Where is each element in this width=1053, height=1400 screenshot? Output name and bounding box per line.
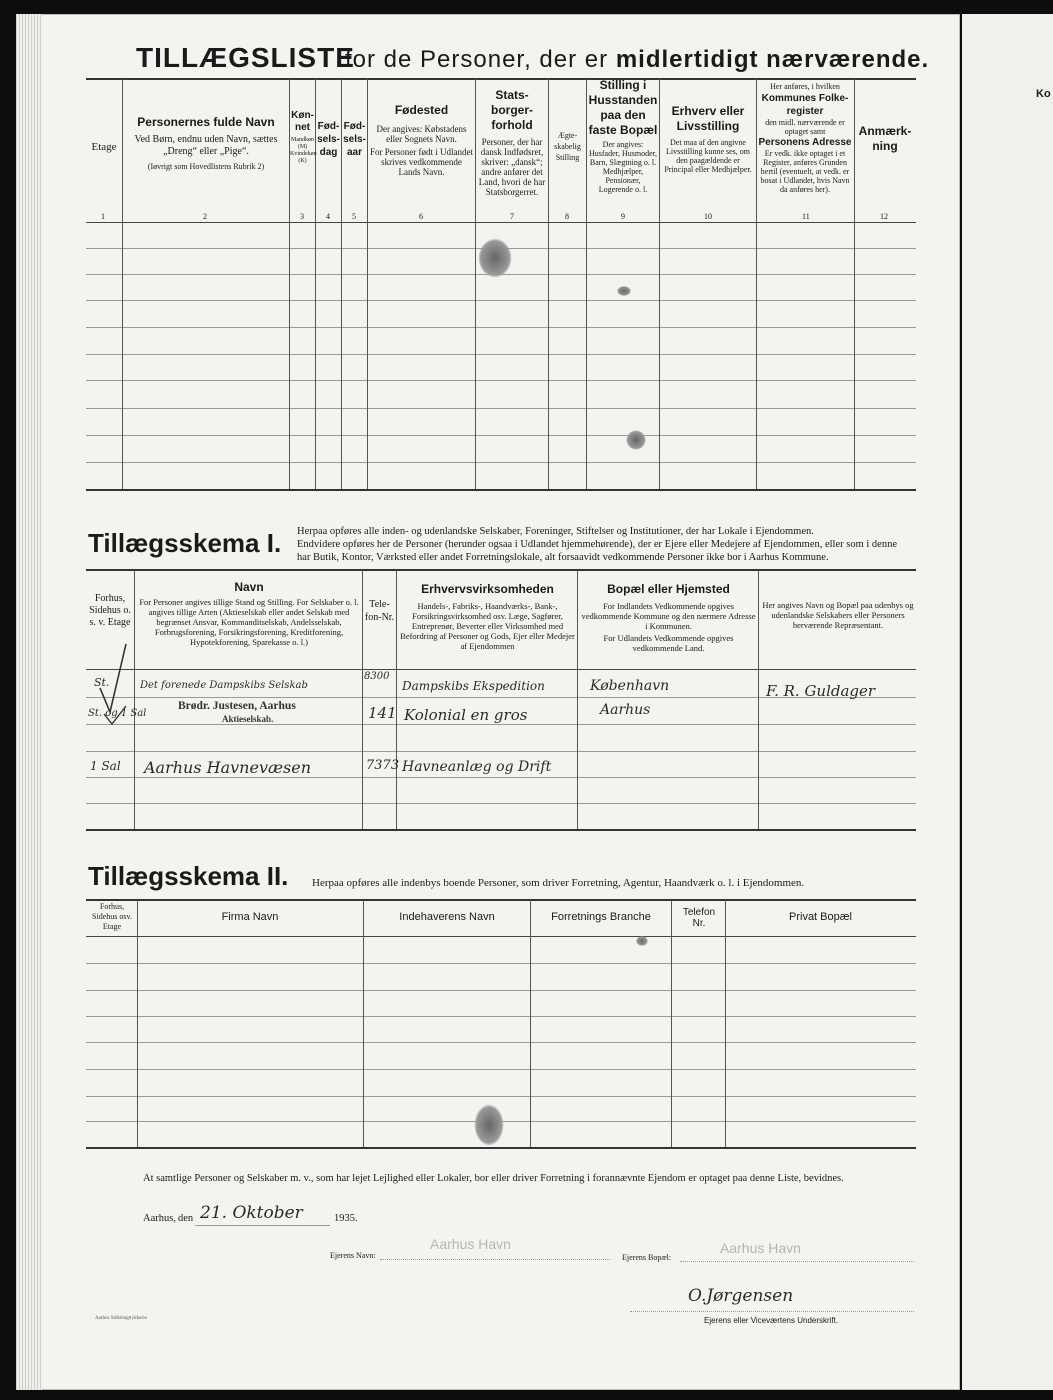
skema2-header-firma: Firma Navn xyxy=(221,911,279,923)
owner-address-stamp: Aarhus Havn xyxy=(720,1240,801,1256)
skema1-row1-erhverv: Dampskibs Ekspedition xyxy=(402,679,545,693)
table-bottom-border xyxy=(86,489,916,491)
check-mark xyxy=(102,704,138,728)
skema1-row1-bopael: København xyxy=(590,678,670,694)
col-divider xyxy=(475,79,476,489)
skema1-header-bottom xyxy=(86,669,916,670)
column-number: 12 xyxy=(880,212,888,221)
column-number: 4 xyxy=(326,212,330,221)
skema1-row3-etage: 1 Sal xyxy=(90,759,121,773)
signature-label: Ejerens eller Viceværtens Underskrift. xyxy=(704,1316,839,1325)
owner-address-label: Ejerens Bopæl: xyxy=(622,1253,672,1262)
facing-page xyxy=(962,14,1053,1390)
year: 1935. xyxy=(334,1213,358,1224)
skema2-top-border xyxy=(86,899,916,901)
main-title: TILLÆGSLISTE xyxy=(136,42,355,73)
header-remarks: Anmærk-ning xyxy=(858,124,912,153)
skema1-header-telefon: Tele-fon-Nr. xyxy=(364,599,395,623)
column-number: 7 xyxy=(510,212,514,221)
header-name: Personernes fulde Navn Ved Børn, endnu uden Navn, sættes „Dreng“ eller „Pige“. (Iøvrigt som Hovedlistens Rubrik 2) xyxy=(134,115,278,171)
col-divider xyxy=(363,900,364,1147)
skema2-bottom-border xyxy=(86,1147,916,1149)
col-divider xyxy=(671,900,672,1147)
skema2-header-branche: Forretnings Branche xyxy=(551,911,651,923)
signature-line xyxy=(630,1311,914,1312)
skema1-header-name: Navn For Personer angives tillige Stand og Stilling. For Selskaber o. l. angives tillige Arten (Aktieselskab eller andet Selskab med begrænset Ansvar, Kommanditselskab, Andelsselskab, Forbrugsforening, Forsikringsforening, Kreditforening, Hypotekforening, Sparekasse o. l.) xyxy=(139,580,359,647)
skema1-header-representative: Her angives Navn og Bopæl paa udenbys og udenlandske Selskabers eller Personers herværende Repræsentant. xyxy=(762,600,914,630)
skema1-row3-erhverv: Havneanlæg og Drift xyxy=(402,759,552,775)
skema1-row-line xyxy=(86,724,916,725)
owner-name-line xyxy=(380,1259,610,1260)
column-number: 10 xyxy=(704,212,712,221)
header-household: Stilling i Husstanden paa den faste Bopæl Der angives: Husfader, Husmoder, Barn, Slægtning o. l. Medhjælper, Pensionær, Logerende o. l. xyxy=(588,78,658,194)
ink-smudge xyxy=(617,286,631,296)
column-number: 2 xyxy=(203,212,207,221)
column-number: 9 xyxy=(621,212,625,221)
facing-page-text: Ko xyxy=(1036,88,1051,100)
skema2-header-etage: Forhus, Sidehus osv. Etage xyxy=(92,902,132,931)
column-number: 11 xyxy=(802,212,810,221)
den-label: den xyxy=(178,1213,194,1224)
table-row-line xyxy=(86,435,916,436)
col-divider xyxy=(367,79,368,489)
col-divider xyxy=(758,570,759,829)
col-divider xyxy=(586,79,587,489)
header-birthday: Fød-sels-dag xyxy=(317,121,340,158)
col-divider xyxy=(137,900,138,1147)
column-number: 8 xyxy=(565,212,569,221)
skema2-row-line xyxy=(86,1016,916,1017)
table-top-border xyxy=(86,78,916,80)
skema1-row3-name: Aarhus Havnevæsen xyxy=(144,758,312,777)
ink-smudge xyxy=(478,238,512,278)
header-register: Her anføres, i hvilken Kommunes Folke-register den midl. nærværende er optaget samt Personens Adresse Er vedk. ikke optaget i et Register, anføres Grunden hertil (eventuelt, at vedk. er bosat i Udlandet, hvis Navn da anføres her). xyxy=(758,82,852,194)
ink-smudge xyxy=(626,430,646,450)
skema1-row1-etage: St. xyxy=(94,676,110,689)
owner-name-stamp: Aarhus Havn xyxy=(430,1236,511,1252)
column-number: 5 xyxy=(352,212,356,221)
page-edges xyxy=(16,14,42,1390)
date-line xyxy=(195,1225,330,1226)
column-number: 1 xyxy=(101,212,105,221)
table-row-line xyxy=(86,354,916,355)
ink-smudge xyxy=(636,936,648,946)
skema2-row-line xyxy=(86,990,916,991)
skema2-title: Tillægsskema II. xyxy=(88,861,289,891)
skema2-row-line xyxy=(86,1069,916,1070)
column-number: 3 xyxy=(300,212,304,221)
table-header-bottom xyxy=(86,222,916,223)
skema2-row-line xyxy=(86,1042,916,1043)
col-divider xyxy=(396,570,397,829)
main-title-rest: for de Personer, der er midlertidigt nærværende. xyxy=(345,46,930,73)
header-etage: Etage xyxy=(91,141,117,153)
header-sex: Køn-net Mandkøn (M) Kvindekøn (K) xyxy=(290,110,317,164)
col-divider xyxy=(854,79,855,489)
skema1-row-line xyxy=(86,777,916,778)
skema2-header-bottom xyxy=(86,936,916,937)
table-row-line xyxy=(86,300,916,301)
skema2-header-telefon: Telefon Nr. xyxy=(682,907,716,929)
table-row-line xyxy=(86,327,916,328)
skema1-row2-erhverv: Kolonial en gros xyxy=(404,706,528,724)
skema1-row2-telefon: 141 xyxy=(368,704,397,722)
signature: O.Jørgensen xyxy=(688,1286,794,1306)
skema1-bottom-border xyxy=(86,829,916,831)
skema2-row-line xyxy=(86,963,916,964)
skema1-row-line xyxy=(86,803,916,804)
col-divider xyxy=(122,79,123,489)
table-row-line xyxy=(86,462,916,463)
skema1-row2-etage: St. og 1 Sal xyxy=(88,708,147,719)
owner-address-line xyxy=(680,1261,914,1262)
table-row-line xyxy=(86,380,916,381)
skema1-row-line xyxy=(86,751,916,752)
header-birthplace: Fødested Der angives: Købstadens eller Sognets Navn. For Personer født i Udlandet skrives vedkommende Lands Navn. xyxy=(370,103,473,177)
declaration-text: At samtlige Personer og Selskaber m. v., som har lejet Lejlighed eller Lokaler, bor eller driver Forretning i forannævnte Ejendom er optaget paa denne Liste, bevidnes. xyxy=(143,1173,844,1184)
table-row-line xyxy=(86,408,916,409)
skema2-header-bopael: Privat Bopæl xyxy=(789,911,852,923)
header-citizenship: Stats-borger-forhold Personer, der har dansk Indfødsret, skriver: „dansk“; andre anfører det Land, hvori de har Statsborgerret. xyxy=(478,88,546,197)
date-handwritten: 21. Oktober xyxy=(200,1203,303,1223)
skema2-description: Herpaa opføres alle indenbys boende Personer, som driver Forretning, Agentur, Haandværk o. l. i Ejendommen. xyxy=(312,877,805,889)
header-occupation: Erhverv eller Livsstilling Det maa af den angivne Livsstilling kunne ses, om den paagældende er Principal eller Medhjælper. xyxy=(664,104,752,174)
printer-imprint: Aarhus Stiftsbogtrykkerie xyxy=(95,1316,147,1321)
place-label: Aarhus, xyxy=(143,1213,176,1224)
col-divider xyxy=(530,900,531,1147)
company-stamp-type: Aktieselskab. xyxy=(222,714,274,724)
skema1-row1-telefon: 8300 xyxy=(364,671,390,682)
skema1-row2-bopael: Aarhus xyxy=(600,702,651,718)
skema1-header-bopael: Bopæl eller Hjemsted For Indlandets Vedkommende opgives vedkommende Kommune og den nærmere Adresse i Kommunen. For Udlandets Vedkommende opgives vedkommende Land. xyxy=(581,582,756,653)
skema1-row3-telefon: 7373 xyxy=(366,758,400,773)
owner-name-label: Ejerens Navn: xyxy=(330,1251,376,1260)
skema2-row-line xyxy=(86,1096,916,1097)
header-birthyear: Fød-sels-aar xyxy=(343,121,366,158)
skema1-row1-representative: F. R. Guldager xyxy=(766,682,876,700)
skema1-header-erhverv: Erhvervsvirksomheden Handels-, Fabriks-, Haandværks-, Bank-, Forsikringsvirksomhed osv. Læge, Sagfører, Entreprenør, Beverter eller Virksomhed med Befordring af Personer og Gods, Ejer eller Medejer af Ejendommen xyxy=(400,582,575,651)
company-stamp: Brødr. Justesen, Aarhus xyxy=(178,700,296,712)
skema1-header-etage: Forhus, Sidehus o. s. v. Etage xyxy=(89,593,131,628)
col-divider xyxy=(725,900,726,1147)
skema2-header-indehaver: Indehaverens Navn xyxy=(399,911,495,923)
column-number: 6 xyxy=(419,212,423,221)
header-marital: Ægte-skabelig Stilling xyxy=(554,131,581,162)
skema1-row1-name: Det forenede Dampskibs Selskab xyxy=(140,680,308,691)
skema1-top-border xyxy=(86,569,916,571)
ink-smudge xyxy=(474,1104,504,1146)
skema1-description: Herpaa opføres alle inden- og udenlandske Selskaber, Foreninger, Stiftelser og Institutioner, der har Lokale i Ejendommen. Endvidere opføres her de Personer (herunder ogsaa i Udlandet hjemmehørende), der er Ejere eller Medejere af Ejendommen, eller som i denne har Butik, Kontor, Værksted eller andet Forretningslokale, alt forsaavidt vedkommende Personer ikke bor i Aarhus Kommune. xyxy=(297,526,897,563)
col-divider xyxy=(659,79,660,489)
skema1-title: Tillægsskema I. xyxy=(88,528,282,558)
col-divider xyxy=(577,570,578,829)
